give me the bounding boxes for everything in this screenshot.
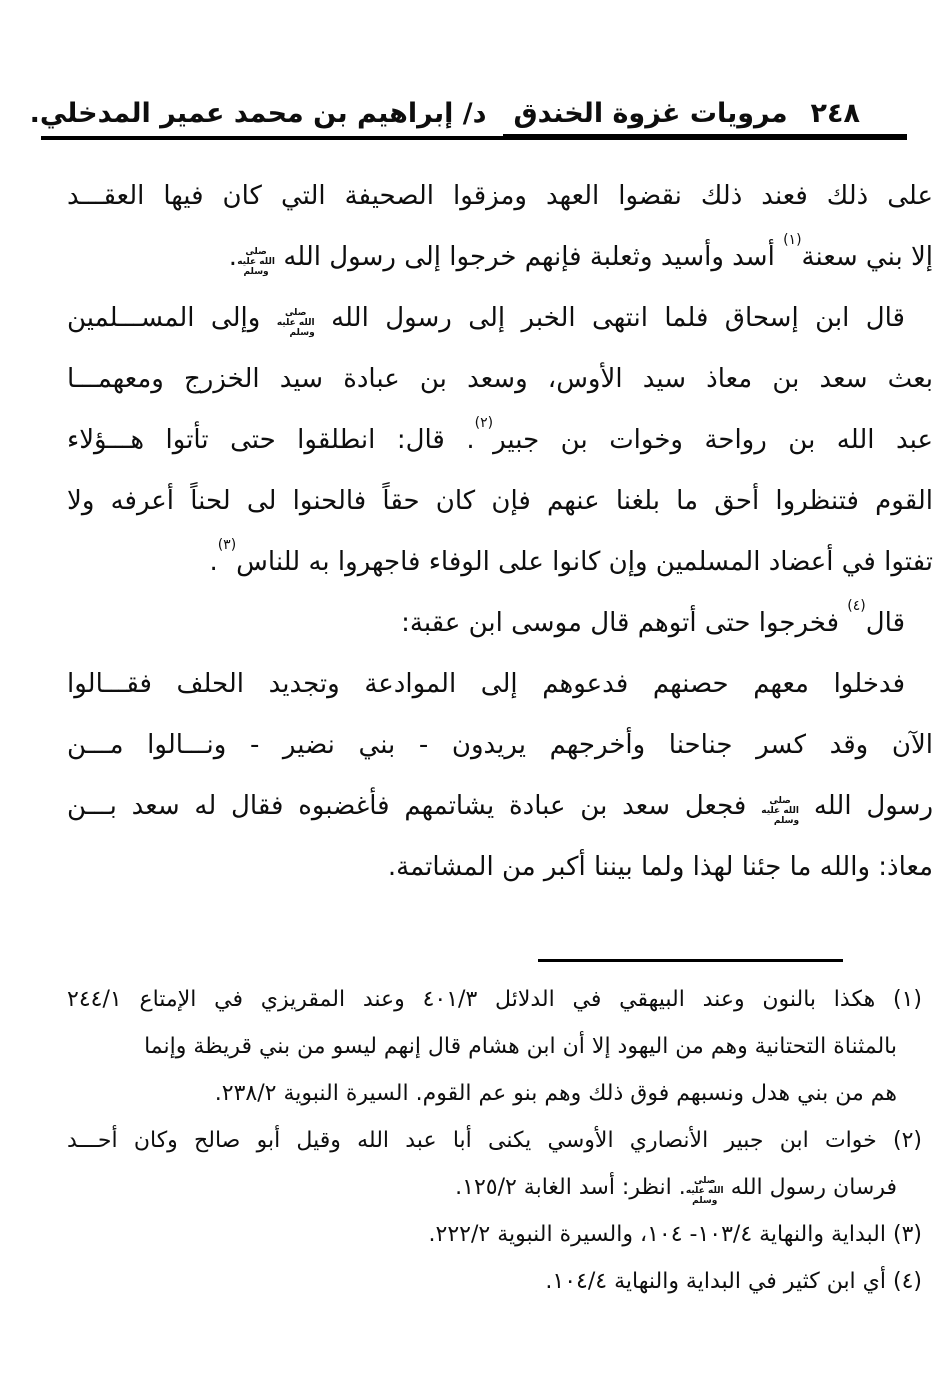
- footnote-ref: (٢): [474, 415, 494, 432]
- footnotes: [67, 976, 922, 1305]
- pbuh-ligature: صلى الله عليه وسلم: [276, 307, 315, 338]
- body-line: بعث سعد بن معاذ سيد الأوس، وسعد بن عبادة سيد الخزرج ومعهمـــا: [67, 364, 933, 394]
- author-name: د/ إبراهيم بن محمد عمير المدخلي.: [29, 98, 487, 129]
- body-line: الآن وقد كسر جناحنا وأخرجهم يريدون - بني نضير - ونـــالوا مـــن: [67, 730, 933, 760]
- footnote-١: [67, 976, 922, 1117]
- header-rule-accent: [503, 134, 907, 137]
- body-line: تفتوا في أعضاد المسلمين وإن كانوا على الوفاء فاجهروا به للناس$^{(٣)}$.: [209, 537, 933, 577]
- body-line: عبد الله بن رواحة وخوات بن جبير$^{(٢)}$. قال: انطلقوا حتى تأتوا هـــؤلاء: [67, 415, 933, 455]
- pbuh-ligature: صلى الله عليه وسلم: [685, 1175, 724, 1206]
- footnote-line: بالمثناة التحتانية وهم من اليهود إلا أن ابن هشام قال إنهم ليسو من بني قريظة وإنما: [144, 1034, 897, 1059]
- body-line: القوم فتنظروا أحق ما بلغنا عنهم فإن كان حقاً فالحنوا لى لحناً أعرفه ولا: [67, 486, 933, 516]
- body-line: قال ابن إسحاق فلما انتهى الخبر إلى رسول الله صلى الله عليه وسلم وإلى المســـلمين: [67, 303, 905, 338]
- footnote-٢: [67, 1117, 922, 1211]
- body-line: إلا بني سعنة$^{(١)}$ أسد وأسيد وثعلبة فإنهم خرجوا إلى رسول الله صلى الله عليه وسلم.: [228, 232, 933, 277]
- body-line: فدخلوا معهم حصنهم فدعوهم إلى الموادعة وتجديد الحلف فقـــالوا: [67, 669, 905, 699]
- body-line: معاذ: والله ما جئنا لهذا ولما بيننا أكبر من المشاتمة.: [387, 852, 933, 882]
- footnote-٤: [67, 1258, 922, 1305]
- pbuh-ligature: صلى الله عليه وسلم: [761, 795, 800, 826]
- paragraph: [67, 166, 933, 288]
- footnote-ref: (٤): [847, 598, 866, 615]
- body-line: على ذلك فعند ذلك نقضوا العهد ومزقوا الصحيفة التي كان فيها العقـــد: [67, 181, 933, 211]
- body-line: قال$^{(٤)}$ فخرجوا حتى أتوهم قال موسى ابن عقبة:: [401, 598, 905, 638]
- pbuh-ligature: صلى الله عليه وسلم: [237, 246, 275, 277]
- paragraph: [67, 288, 933, 593]
- book-title: مرويات غزوة الخندق: [513, 98, 788, 129]
- page-header: [29, 98, 860, 129]
- body-text: [67, 166, 933, 898]
- page-number: ٢٤٨: [810, 98, 860, 129]
- paragraph: [67, 593, 933, 654]
- footnote-line: (٣) البداية والنهاية ١٠٣/٤- ١٠٤، والسيرة النبوية ٢٢٢/٢.: [428, 1222, 922, 1247]
- footnote-line: (٢) خوات ابن جبير الأنصاري الأوسي يكنى أبا عبد الله وقيل أبو صالح وكان أحـــد: [67, 1128, 922, 1153]
- footnote-line: هم من بني هدل ونسبهم فوق ذلك وهم بنو عم القوم. السيرة النبوية ٢٣٨/٢.: [214, 1081, 897, 1106]
- footnote-line: (٤) أي ابن كثير في البداية والنهاية ١٠٤/٤.: [545, 1269, 922, 1294]
- body-line: رسول الله صلى الله عليه وسلم فجعل سعد بن عبادة يشاتمهم فأغضبوه فقال له سعد بـــن: [67, 791, 933, 826]
- footnote-line: (١) هكذا بالنون وعند البيهقي في الدلائل ٤٠١/٣ وعند المقريزي في الإمتاع ٢٤٤/١: [67, 987, 923, 1012]
- footnote-ref: (٣): [217, 537, 237, 554]
- footnote-line: فرسان رسول الله صلى الله عليه وسلم. انظر: أسد الغابة ١٢٥/٢.: [455, 1175, 897, 1206]
- footnote-٣: [67, 1211, 922, 1258]
- footnote-separator: [538, 959, 843, 962]
- paragraph: [67, 654, 933, 898]
- footnote-ref: (١): [783, 232, 802, 249]
